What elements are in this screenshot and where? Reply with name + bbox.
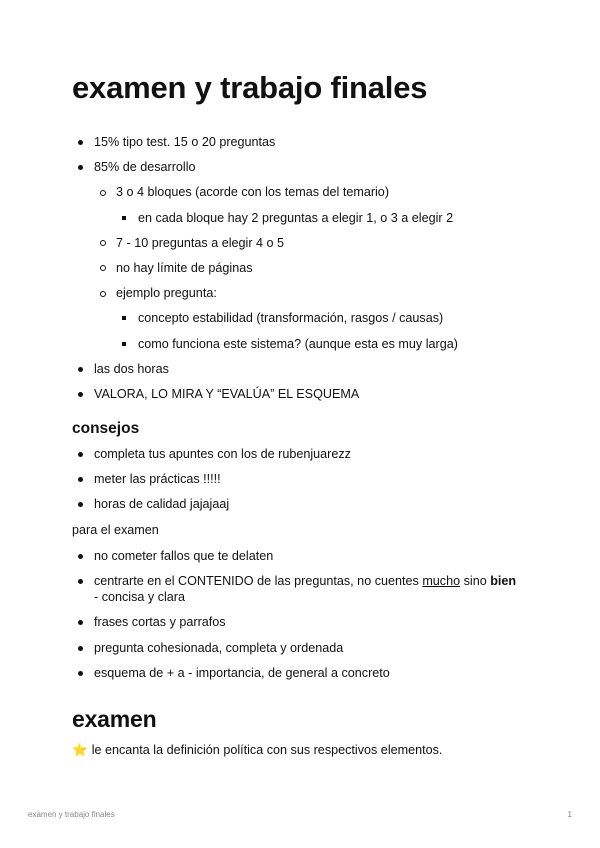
list-item: horas de calidad jajajaaj <box>72 496 542 512</box>
underlined-text: mucho <box>422 574 461 589</box>
list-item: como funciona este sistema? (aunque esta es muy larga) <box>72 336 542 352</box>
list-item: las dos horas <box>72 361 542 377</box>
page-title: examen y trabajo finales <box>72 70 428 105</box>
consejos-heading: consejos <box>72 420 140 437</box>
footer-title: examen y trabajo finales <box>28 810 115 819</box>
list-item: esquema de + a - importancia, de general a concreto <box>72 665 542 681</box>
examen-tips-list <box>72 548 542 690</box>
list-item: completa tus apuntes con los de rubenjuarezz <box>72 446 542 462</box>
main-list <box>72 134 542 411</box>
consejos-list <box>72 446 542 522</box>
bold-text: bien <box>490 574 517 589</box>
list-item: frases cortas y parrafos <box>72 614 542 630</box>
list-item: VALORA, LO MIRA Y “EVALÚA” EL ESQUEMA <box>72 386 542 402</box>
list-item: en cada bloque hay 2 preguntas a elegir 1, o 3 a elegir 2 <box>72 210 542 226</box>
list-item: pregunta cohesionada, completa y ordenada <box>72 640 542 656</box>
list-item: centrarte en el CONTENIDO de las preguntas, no cuentes mucho sino bien - concisa y clara <box>72 573 542 605</box>
examen-note-text: le encanta la definición política con sus respectivos elementos. <box>91 743 443 757</box>
list-item: meter las prácticas !!!!! <box>72 471 542 487</box>
list-item: 85% de desarrollo <box>72 159 542 175</box>
list-item: 15% tipo test. 15 o 20 preguntas <box>72 134 542 150</box>
examen-note <box>72 742 442 758</box>
list-item: ejemplo pregunta: <box>72 285 542 301</box>
list-item: 7 - 10 preguntas a elegir 4 o 5 <box>72 235 542 251</box>
para-el-examen-label: para el examen <box>72 523 159 537</box>
list-item: no hay límite de páginas <box>72 260 542 276</box>
examen-heading: examen <box>72 706 157 732</box>
footer-page-number: 1 <box>567 810 572 819</box>
star-icon: ⭐ <box>72 743 88 757</box>
list-item: 3 o 4 bloques (acorde con los temas del temario) <box>72 184 542 200</box>
list-item: concepto estabilidad (transformación, rasgos / causas) <box>72 310 542 326</box>
list-item: no cometer fallos que te delaten <box>72 548 542 564</box>
